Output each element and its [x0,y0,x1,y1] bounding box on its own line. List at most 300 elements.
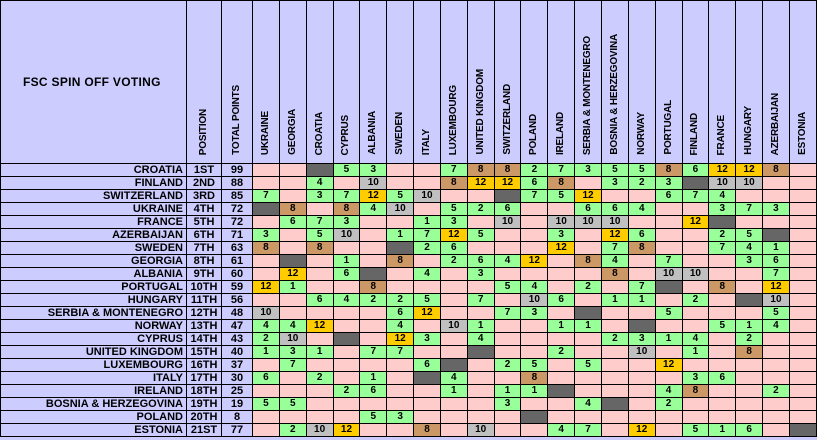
self-vote-cell [548,385,575,398]
score-cell: 6 [601,203,628,216]
score-cell: 12 [360,190,387,203]
score-cell: 7 [253,190,280,203]
table-title: FSC SPIN OFF VOTING [1,1,187,164]
empty-score-cell [548,398,575,411]
total-points-cell: 37 [222,359,253,372]
empty-score-cell [333,398,360,411]
score-cell: 5 [494,281,521,294]
country-cell: IRELAND [1,385,187,398]
score-cell: 12 [253,281,280,294]
empty-score-cell [253,164,280,177]
score-cell: 12 [601,229,628,242]
empty-score-cell [655,372,682,385]
empty-score-cell [360,307,387,320]
score-cell: 4 [736,242,763,255]
score-cell: 5 [601,164,628,177]
empty-score-cell [333,320,360,333]
score-cell: 12 [575,190,602,203]
score-cell: 4 [521,281,548,294]
table-row [1,216,817,229]
score-cell: 12 [548,242,575,255]
position-cell: 2ND [187,177,222,190]
self-vote-cell [736,294,763,307]
score-cell: 6 [253,372,280,385]
score-cell: 2 [494,359,521,372]
score-cell: 8 [279,203,306,216]
score-cell: 6 [440,242,467,255]
empty-score-cell [414,281,441,294]
total-points-cell: 19 [222,398,253,411]
empty-score-cell [763,190,790,203]
empty-score-cell [628,411,655,424]
empty-score-cell [736,281,763,294]
score-cell: 6 [494,203,521,216]
score-cell: 6 [575,203,602,216]
score-cell: 2 [655,398,682,411]
empty-score-cell [253,255,280,268]
score-cell: 8 [333,203,360,216]
score-cell: 2 [440,255,467,268]
empty-score-cell [279,372,306,385]
score-cell: 7 [655,255,682,268]
empty-score-cell [279,307,306,320]
empty-score-cell [628,359,655,372]
empty-score-cell [763,424,790,437]
empty-score-cell [387,359,414,372]
score-cell: 3 [333,216,360,229]
position-column-header [187,1,222,164]
score-cell: 6 [414,359,441,372]
score-cell: 2 [736,333,763,346]
score-cell: 6 [655,190,682,203]
score-cell: 10 [682,268,709,281]
empty-score-cell [387,281,414,294]
empty-score-cell [789,177,816,190]
score-cell: 6 [736,424,763,437]
empty-score-cell [440,398,467,411]
empty-score-cell [601,190,628,203]
empty-score-cell [789,385,816,398]
self-vote-cell [494,190,521,203]
voter-column-label: SWEDEN [394,112,406,155]
empty-score-cell [253,268,280,281]
score-cell: 10 [628,346,655,359]
empty-score-cell [682,229,709,242]
empty-score-cell [494,372,521,385]
score-cell: 7 [333,190,360,203]
score-cell: 10 [494,216,521,229]
score-cell: 12 [414,307,441,320]
empty-score-cell [521,229,548,242]
empty-score-cell [306,307,333,320]
empty-score-cell [575,372,602,385]
total-points-cell: 59 [222,281,253,294]
empty-score-cell [575,333,602,346]
empty-score-cell [306,385,333,398]
score-cell: 5 [655,307,682,320]
position-cell: 16TH [187,359,222,372]
score-cell: 4 [360,203,387,216]
score-cell: 12 [467,177,494,190]
empty-score-cell [709,385,736,398]
score-cell: 10 [655,268,682,281]
empty-score-cell [575,229,602,242]
empty-score-cell [440,281,467,294]
empty-score-cell [628,385,655,398]
score-cell: 2 [414,242,441,255]
score-cell: 4 [601,255,628,268]
self-vote-cell [628,320,655,333]
score-cell: 12 [763,281,790,294]
position-cell: 14TH [187,333,222,346]
country-cell: CROATIA [1,164,187,177]
position-cell: 12TH [187,307,222,320]
position-cell: 8TH [187,255,222,268]
country-cell: SWEDEN [1,242,187,255]
score-cell: 1 [333,255,360,268]
score-cell: 3 [548,229,575,242]
self-vote-cell [333,333,360,346]
score-cell: 6 [360,385,387,398]
table-row [1,177,817,190]
score-cell: 12 [333,424,360,437]
empty-score-cell [789,216,816,229]
position-cell: 13TH [187,320,222,333]
table-row [1,203,817,216]
score-cell: 1 [521,385,548,398]
score-cell: 3 [253,229,280,242]
empty-score-cell [333,411,360,424]
score-cell: 10 [414,190,441,203]
self-vote-cell [360,268,387,281]
score-cell: 5 [360,411,387,424]
empty-score-cell [789,307,816,320]
score-cell: 5 [521,359,548,372]
empty-score-cell [628,398,655,411]
score-cell: 3 [440,216,467,229]
country-cell: GEORGIA [1,255,187,268]
empty-score-cell [548,268,575,281]
score-cell: 4 [333,294,360,307]
empty-score-cell [575,385,602,398]
empty-score-cell [494,268,521,281]
voter-column-label: ITALY [420,128,432,155]
score-cell: 10 [548,216,575,229]
score-cell: 1 [736,320,763,333]
empty-score-cell [709,359,736,372]
score-cell: 4 [709,190,736,203]
score-cell: 4 [306,177,333,190]
self-vote-cell [253,203,280,216]
voter-column-header [736,1,763,164]
score-cell: 6 [387,307,414,320]
voter-column-label: CROATIA [313,111,325,155]
empty-score-cell [548,411,575,424]
position-cell: 18TH [187,385,222,398]
voter-column-header [763,1,790,164]
voter-column-label: IRELAND [555,111,567,155]
score-cell: 7 [440,164,467,177]
voter-column-header [279,1,306,164]
empty-score-cell [682,411,709,424]
empty-score-cell [789,229,816,242]
empty-score-cell [253,424,280,437]
voter-column-header [601,1,628,164]
empty-score-cell [467,307,494,320]
empty-score-cell [655,203,682,216]
empty-score-cell [548,359,575,372]
voter-column-label: POLAND [528,113,540,155]
voter-column-header [494,1,521,164]
score-cell: 7 [628,281,655,294]
country-cell: ESTONIA [1,424,187,437]
table-row [1,255,817,268]
empty-score-cell [655,411,682,424]
empty-score-cell [360,229,387,242]
score-cell: 10 [575,216,602,229]
score-cell: 3 [360,164,387,177]
empty-score-cell [548,372,575,385]
empty-score-cell [789,268,816,281]
score-cell: 12 [306,320,333,333]
empty-score-cell [467,216,494,229]
score-cell: 4 [387,320,414,333]
empty-score-cell [253,177,280,190]
score-cell: 2 [387,294,414,307]
empty-score-cell [414,385,441,398]
voter-column-label: HUNGARY [743,106,755,155]
total-points-column-header [222,1,253,164]
empty-score-cell [575,242,602,255]
score-cell: 5 [709,320,736,333]
total-points-cell: 72 [222,203,253,216]
total-points-cell: 99 [222,164,253,177]
country-cell: AZERBAIJAN [1,229,187,242]
empty-score-cell [548,333,575,346]
score-cell: 6 [763,255,790,268]
empty-score-cell [682,359,709,372]
voter-column-header [414,1,441,164]
score-cell: 6 [628,229,655,242]
score-cell: 5 [279,398,306,411]
score-cell: 3 [494,398,521,411]
score-cell: 8 [575,255,602,268]
empty-score-cell [709,411,736,424]
score-cell: 8 [521,372,548,385]
empty-score-cell [709,398,736,411]
empty-score-cell [763,372,790,385]
table-row [1,385,817,398]
score-cell: 5 [414,294,441,307]
empty-score-cell [709,346,736,359]
score-cell: 7 [709,242,736,255]
score-cell: 10 [521,294,548,307]
empty-score-cell [414,320,441,333]
empty-score-cell [306,411,333,424]
score-cell: 7 [494,307,521,320]
empty-score-cell [548,307,575,320]
score-cell: 1 [601,294,628,307]
voter-column-label: GEORGIA [286,109,298,155]
score-cell: 7 [467,294,494,307]
empty-score-cell [279,294,306,307]
country-cell: PORTUGAL [1,281,187,294]
score-cell: 4 [763,320,790,333]
score-cell: 12 [494,177,521,190]
total-points-cell: 77 [222,424,253,437]
position-cell: 11TH [187,294,222,307]
empty-score-cell [789,203,816,216]
self-vote-cell [789,424,816,437]
score-cell: 4 [494,255,521,268]
empty-score-cell [655,229,682,242]
empty-score-cell [789,255,816,268]
score-cell: 4 [575,398,602,411]
empty-score-cell [467,385,494,398]
score-cell: 1 [306,346,333,359]
empty-score-cell [306,281,333,294]
total-points-cell: 30 [222,372,253,385]
score-cell: 8 [628,242,655,255]
empty-score-cell [414,203,441,216]
table-row [1,281,817,294]
score-cell: 3 [655,177,682,190]
score-cell: 7 [387,346,414,359]
empty-score-cell [333,177,360,190]
self-vote-cell [306,164,333,177]
empty-score-cell [521,398,548,411]
empty-score-cell [789,346,816,359]
empty-score-cell [467,281,494,294]
score-cell: 4 [655,385,682,398]
score-cell: 2 [279,424,306,437]
score-cell: 4 [279,320,306,333]
table-row [1,294,817,307]
score-cell: 2 [306,372,333,385]
empty-score-cell [414,164,441,177]
score-cell: 8 [414,424,441,437]
score-cell: 12 [682,216,709,229]
score-cell: 3 [414,333,441,346]
score-cell: 4 [253,320,280,333]
empty-score-cell [253,411,280,424]
table-row [1,411,817,424]
score-cell: 10 [440,320,467,333]
empty-score-cell [736,307,763,320]
score-cell: 1 [253,346,280,359]
score-cell: 3 [467,268,494,281]
voter-column-label: LUXEMBOURG [447,84,459,155]
voter-column-label: PORTUGAL [662,100,674,155]
empty-score-cell [736,385,763,398]
total-points-cell: 61 [222,255,253,268]
empty-score-cell [521,320,548,333]
empty-score-cell [789,320,816,333]
voter-column-header [575,1,602,164]
score-cell: 8 [736,346,763,359]
score-cell: 10 [333,229,360,242]
voter-column-label: UNITED KINGDOM [474,69,486,155]
total-points-cell: 40 [222,346,253,359]
empty-score-cell [440,190,467,203]
self-vote-cell [655,281,682,294]
score-cell: 10 [601,216,628,229]
country-cell: HUNGARY [1,294,187,307]
empty-score-cell [333,242,360,255]
score-cell: 8 [467,164,494,177]
total-points-cell: 63 [222,242,253,255]
empty-score-cell [467,372,494,385]
score-cell: 12 [521,255,548,268]
position-cell: 17TH [187,372,222,385]
score-cell: 3 [709,203,736,216]
score-cell: 1 [682,346,709,359]
empty-score-cell [601,372,628,385]
score-cell: 3 [628,333,655,346]
self-vote-cell [279,255,306,268]
empty-score-cell [736,190,763,203]
empty-score-cell [494,294,521,307]
voter-column-label: BOSNIA & HERZEGOVINA [608,34,620,155]
empty-score-cell [306,398,333,411]
score-cell: 2 [601,333,628,346]
score-cell: 6 [306,294,333,307]
self-vote-cell [387,242,414,255]
score-cell: 7 [575,424,602,437]
empty-score-cell [360,333,387,346]
score-cell: 3 [575,164,602,177]
empty-score-cell [655,346,682,359]
table-row [1,229,817,242]
self-vote-cell [414,372,441,385]
score-cell: 2 [575,281,602,294]
score-cell: 10 [279,333,306,346]
empty-score-cell [440,294,467,307]
position-cell: 7TH [187,242,222,255]
position-cell: 21ST [187,424,222,437]
score-cell: 12 [655,359,682,372]
voter-column-label: UKRAINE [259,110,271,155]
empty-score-cell [414,346,441,359]
voter-column-label: SWITZERLAND [501,84,513,155]
empty-score-cell [521,346,548,359]
empty-score-cell [601,307,628,320]
empty-score-cell [414,398,441,411]
empty-score-cell [333,359,360,372]
total-points-cell: 47 [222,320,253,333]
country-cell: BOSNIA & HERZEGOVINA [1,398,187,411]
table-row [1,359,817,372]
score-cell: 4 [467,333,494,346]
voter-column-header [709,1,736,164]
total-points-cell: 48 [222,307,253,320]
voter-column-header [333,1,360,164]
score-cell: 8 [655,164,682,177]
empty-score-cell [655,216,682,229]
score-cell: 12 [736,164,763,177]
score-cell: 4 [548,424,575,437]
country-cell: UNITED KINGDOM [1,346,187,359]
position-cell: 10TH [187,281,222,294]
voter-column-header [521,1,548,164]
score-cell: 8 [548,177,575,190]
empty-score-cell [682,255,709,268]
empty-score-cell [279,177,306,190]
score-cell: 1 [575,320,602,333]
empty-score-cell [601,385,628,398]
empty-score-cell [494,242,521,255]
voter-column-label: FINLAND [689,112,701,155]
